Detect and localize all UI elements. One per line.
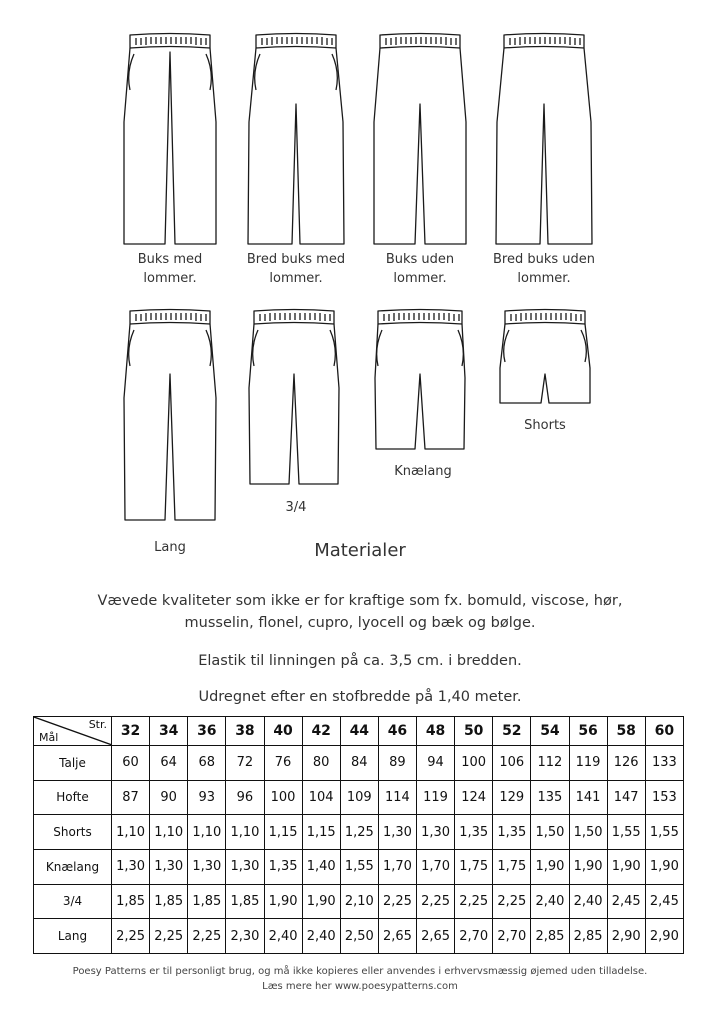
- table-cell: 64: [150, 746, 188, 781]
- table-cell: 1,50: [531, 815, 569, 850]
- caption-three-quarter: 3/4: [285, 500, 307, 515]
- table-cell: 1,25: [340, 815, 378, 850]
- table-cell: 100: [264, 780, 302, 815]
- table-cell: 109: [340, 780, 378, 815]
- knee-length-pants-illustration: [370, 308, 470, 453]
- table-cell: 2,25: [112, 919, 150, 954]
- table-cell: 1,75: [455, 849, 493, 884]
- table-cell: 1,70: [417, 849, 455, 884]
- size-header-cell: 56: [569, 717, 607, 746]
- size-header-row: [34, 717, 684, 746]
- table-cell: 1,15: [264, 815, 302, 850]
- size-header-cell: 52: [493, 717, 531, 746]
- table-cell: 1,35: [493, 815, 531, 850]
- table-cell: 1,35: [455, 815, 493, 850]
- size-header-cell: 54: [531, 717, 569, 746]
- table-cell: 1,90: [531, 849, 569, 884]
- table-cell: 2,70: [493, 919, 531, 954]
- size-header-cell: 40: [264, 717, 302, 746]
- table-cell: 133: [645, 746, 683, 781]
- table-cell: 1,85: [226, 884, 264, 919]
- table-cell: 114: [378, 780, 416, 815]
- table-cell: 2,85: [531, 919, 569, 954]
- caption-wide-pants-no-pockets: Bred buks uden lommer.: [492, 252, 595, 286]
- table-cell: 2,70: [455, 919, 493, 954]
- size-header-cell: 58: [607, 717, 645, 746]
- row-label: Knælang: [34, 849, 112, 884]
- table-cell: 2,25: [150, 919, 188, 954]
- wide-pants-pockets-illustration: [246, 32, 346, 247]
- table-cell: 2,40: [569, 884, 607, 919]
- table-cell: 1,55: [645, 815, 683, 850]
- table-cell: 1,35: [264, 849, 302, 884]
- table-cell: 2,25: [378, 884, 416, 919]
- table-row: [34, 884, 684, 919]
- table-cell: 96: [226, 780, 264, 815]
- size-header-cell: 46: [378, 717, 416, 746]
- table-row: [34, 815, 684, 850]
- table-row: [34, 919, 684, 954]
- pants-pockets-illustration: [122, 32, 218, 247]
- pants-no-pockets-illustration: [372, 32, 468, 247]
- table-cell: 93: [188, 780, 226, 815]
- table-cell: 147: [607, 780, 645, 815]
- table-cell: 2,40: [264, 919, 302, 954]
- caption-pants-no-pockets: Buks uden lommer.: [385, 252, 455, 286]
- table-cell: 68: [188, 746, 226, 781]
- table-cell: 89: [378, 746, 416, 781]
- table-cell: 2,90: [645, 919, 683, 954]
- table-row: [34, 849, 684, 884]
- table-cell: 2,30: [226, 919, 264, 954]
- table-cell: 76: [264, 746, 302, 781]
- table-corner-cell: [34, 717, 112, 746]
- table-cell: 1,10: [112, 815, 150, 850]
- table-cell: 119: [569, 746, 607, 781]
- table-cell: 87: [112, 780, 150, 815]
- table-cell: 90: [150, 780, 188, 815]
- materials-title: Materialer: [314, 540, 406, 561]
- table-cell: 1,30: [150, 849, 188, 884]
- table-cell: 2,65: [378, 919, 416, 954]
- table-cell: 1,30: [188, 849, 226, 884]
- table-cell: 1,30: [378, 815, 416, 850]
- table-cell: 100: [455, 746, 493, 781]
- size-header-cell: 34: [150, 717, 188, 746]
- table-cell: 106: [493, 746, 531, 781]
- measure-label: Mål: [39, 731, 59, 744]
- table-cell: 2,40: [531, 884, 569, 919]
- caption-long: Lang: [154, 540, 186, 555]
- caption-knee-length: Knælang: [394, 464, 452, 479]
- size-header-cell: 60: [645, 717, 683, 746]
- table-cell: 1,15: [302, 815, 340, 850]
- table-cell: 1,30: [112, 849, 150, 884]
- row-label: Lang: [34, 919, 112, 954]
- three-quarter-pants-illustration: [246, 308, 342, 488]
- wide-pants-no-pockets-illustration: [494, 32, 594, 247]
- size-header-cell: 36: [188, 717, 226, 746]
- table-cell: 2,85: [569, 919, 607, 954]
- size-header-cell: 44: [340, 717, 378, 746]
- materials-description: Vævede kvaliteter som ikke er for kraftige som fx. bomuld, viscose, hør, musselin, flonel, cupro, lyocell og bæk og bølge.: [97, 593, 623, 631]
- caption-shorts: Shorts: [524, 418, 566, 433]
- table-cell: 1,90: [264, 884, 302, 919]
- table-cell: 1,10: [188, 815, 226, 850]
- table-cell: 2,50: [340, 919, 378, 954]
- table-cell: 1,10: [150, 815, 188, 850]
- table-cell: 80: [302, 746, 340, 781]
- size-header-cell: 50: [455, 717, 493, 746]
- table-cell: 72: [226, 746, 264, 781]
- table-cell: 1,70: [378, 849, 416, 884]
- caption-pants-pockets: Buks med lommer.: [137, 252, 203, 286]
- table-cell: 1,90: [645, 849, 683, 884]
- fabric-width-note: Udregnet efter en stofbredde på 1,40 meter.: [198, 689, 522, 705]
- size-header-cell: 32: [112, 717, 150, 746]
- size-table: [33, 716, 684, 954]
- table-cell: 2,25: [417, 884, 455, 919]
- size-table-body: [34, 746, 684, 954]
- table-cell: 1,10: [226, 815, 264, 850]
- row-label: 3/4: [34, 884, 112, 919]
- table-cell: 141: [569, 780, 607, 815]
- table-cell: 2,10: [340, 884, 378, 919]
- row-label: Hofte: [34, 780, 112, 815]
- table-cell: 1,90: [569, 849, 607, 884]
- table-cell: 2,45: [645, 884, 683, 919]
- caption-wide-pants-pockets: Bred buks med lommer.: [246, 252, 346, 286]
- size-header-cell: 38: [226, 717, 264, 746]
- table-cell: 1,55: [607, 815, 645, 850]
- table-cell: 129: [493, 780, 531, 815]
- row-label: Shorts: [34, 815, 112, 850]
- table-cell: 2,45: [607, 884, 645, 919]
- table-cell: 2,90: [607, 919, 645, 954]
- table-cell: 2,65: [417, 919, 455, 954]
- table-cell: 126: [607, 746, 645, 781]
- table-cell: 1,85: [150, 884, 188, 919]
- table-cell: 135: [531, 780, 569, 815]
- long-pants-illustration: [122, 308, 218, 523]
- table-row: [34, 780, 684, 815]
- table-cell: 60: [112, 746, 150, 781]
- shorts-illustration: [497, 308, 593, 408]
- table-cell: 2,25: [455, 884, 493, 919]
- website-link[interactable]: Læs mere her www.poesypatterns.com: [262, 981, 458, 992]
- table-row: [34, 746, 684, 781]
- table-cell: 94: [417, 746, 455, 781]
- table-cell: 1,40: [302, 849, 340, 884]
- table-cell: 124: [455, 780, 493, 815]
- size-header-cell: 48: [417, 717, 455, 746]
- table-cell: 1,90: [607, 849, 645, 884]
- table-cell: 1,30: [226, 849, 264, 884]
- row-label: Talje: [34, 746, 112, 781]
- table-cell: 1,55: [340, 849, 378, 884]
- table-cell: 112: [531, 746, 569, 781]
- table-cell: 2,25: [188, 919, 226, 954]
- table-cell: 119: [417, 780, 455, 815]
- table-cell: 1,30: [417, 815, 455, 850]
- table-cell: 104: [302, 780, 340, 815]
- table-cell: 1,85: [112, 884, 150, 919]
- size-header-cell: 42: [302, 717, 340, 746]
- table-cell: 153: [645, 780, 683, 815]
- copyright-notice: Poesy Patterns er til personligt brug, og må ikke kopieres eller anvendes i erhvervsmæssig øjemed uden tilladelse.: [72, 966, 648, 977]
- elastic-note: Elastik til linningen på ca. 3,5 cm. i bredden.: [198, 653, 522, 669]
- table-cell: 2,40: [302, 919, 340, 954]
- table-cell: 1,85: [188, 884, 226, 919]
- table-cell: 1,50: [569, 815, 607, 850]
- table-cell: 1,75: [493, 849, 531, 884]
- table-cell: 1,90: [302, 884, 340, 919]
- table-cell: 2,25: [493, 884, 531, 919]
- table-cell: 84: [340, 746, 378, 781]
- size-label: Str.: [88, 718, 107, 731]
